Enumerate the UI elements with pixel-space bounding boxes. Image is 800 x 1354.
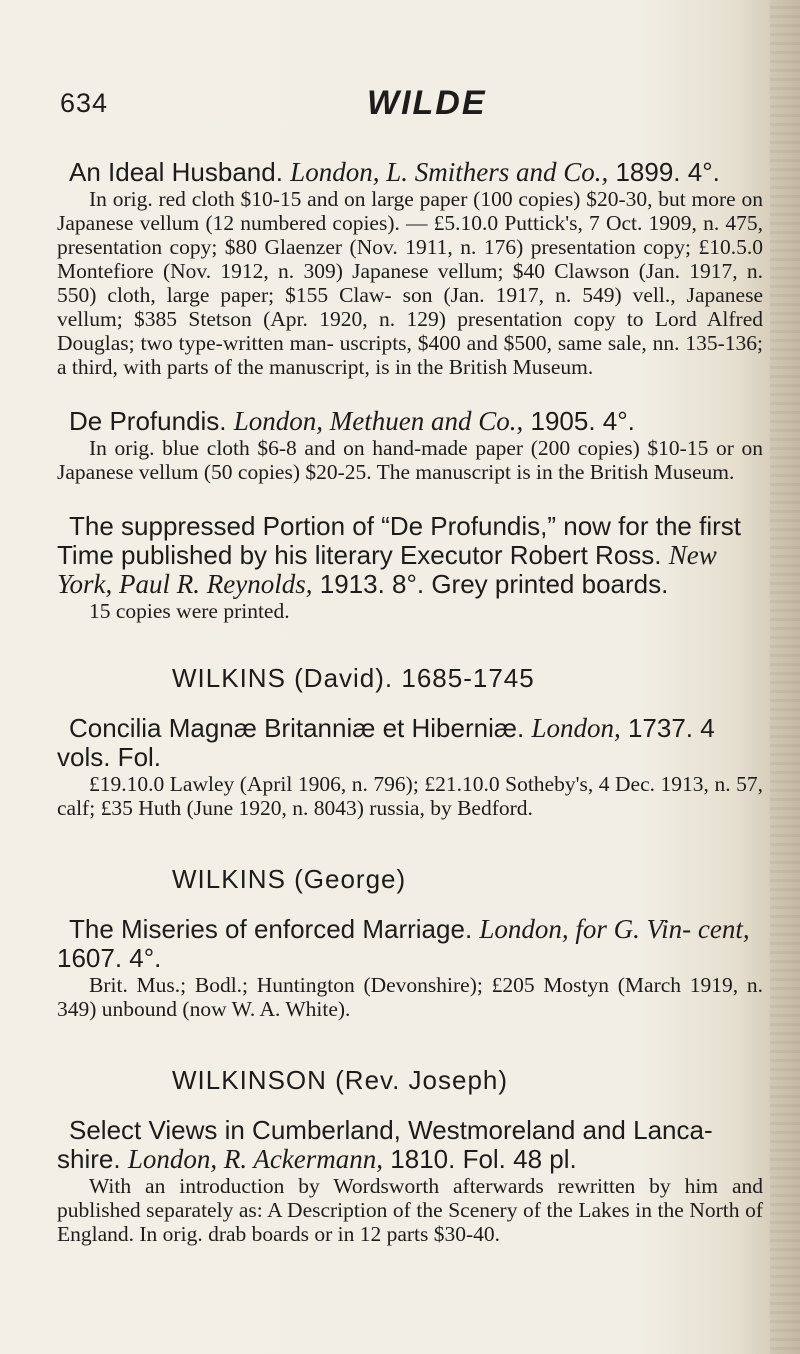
entry-notes: In orig. blue cloth $6-8 and on hand-made paper (200 copies) $10-15 or on Japanese vellum (50 copies) $20-25. The manuscript is in the British Museum. — [57, 436, 763, 484]
entry-de-profundis — [57, 407, 763, 484]
entry-date-format: 1607. 4°. — [57, 943, 162, 973]
running-head: WILDE — [367, 84, 487, 122]
entry-suppressed-portion — [57, 512, 763, 623]
entry-notes: Brit. Mus.; Bodl.; Huntington (Devonshire); £205 Mostyn (March 1919, n. 349) unbound (now W. A. White). — [57, 973, 763, 1021]
section-heading-wilkins-david: WILKINS (David). 1685-1745 — [172, 663, 535, 693]
entry-concilia — [57, 714, 763, 820]
page-header — [60, 84, 740, 128]
entry-title: The suppressed Portion of “De Profundis,” now for the first Time published by his literary Executor Robert Ross. — [57, 511, 741, 570]
section-heading-wilkins-george: WILKINS (George) — [172, 864, 407, 894]
entry-title: Concilia Magnæ Britanniæ et Hiberniæ. — [69, 713, 525, 743]
entry-select-views — [57, 1116, 763, 1246]
entry-notes: With an introduction by Wordsworth afterwards rewritten by him and published separately as: A Description of the Scenery of the Lakes in the North of England. In orig. drab boards or in 12 parts $30-40. — [57, 1174, 763, 1246]
entry-title: De Profundis. — [69, 406, 227, 436]
entry-notes: 15 copies were printed. — [89, 599, 290, 623]
entry-title-line — [57, 158, 763, 187]
page-body — [57, 158, 763, 1274]
entry-title: Select Views in Cumberland, Westmoreland and Lanca- shire. — [57, 1115, 713, 1174]
page-edge — [770, 0, 800, 1354]
entry-title: An Ideal Husband. — [69, 157, 283, 187]
entry-title-line — [57, 407, 763, 436]
entry-date-format: 1913. 8°. Grey printed boards. — [319, 569, 669, 599]
entry-imprint: London, — [531, 713, 621, 743]
entry-notes: £19.10.0 Lawley (April 1906, n. 796); £21.10.0 Sotheby's, 4 Dec. 1913, n. 57, calf; £35 Huth (June 1920, n. 8043) russia, by Bedford. — [57, 772, 763, 820]
entry-imprint: London, for G. Vin- cent, — [479, 914, 750, 944]
section-heading-wilkinson-joseph: WILKINSON (Rev. Joseph) — [172, 1065, 509, 1095]
entry-imprint: London, R. Ackermann, — [127, 1144, 384, 1174]
entry-title-line — [57, 1116, 763, 1174]
entry-imprint: New York, Paul R. Reynolds, — [57, 540, 717, 599]
entry-imprint: London, Methuen and Co., — [233, 406, 524, 436]
entry-ideal-husband — [57, 158, 763, 379]
entry-date-format: 1899. 4°. — [615, 157, 720, 187]
entry-title-line — [57, 915, 763, 973]
entry-imprint: London, L. Smithers and Co., — [290, 157, 609, 187]
entry-title-line — [57, 512, 763, 599]
entry-date-format: 1810. Fol. 48 pl. — [390, 1144, 577, 1174]
entry-date-format: 1737. 4 vols. Fol. — [57, 713, 715, 772]
entry-date-format: 1905. 4°. — [530, 406, 635, 436]
entry-title: The Miseries of enforced Marriage. — [69, 914, 473, 944]
entry-miseries — [57, 915, 763, 1021]
entry-title-line — [57, 714, 763, 772]
entry-notes: In orig. red cloth $10-15 and on large paper (100 copies) $20-30, but more on Japanese vellum (12 numbered copies). — £5.10.0 Puttick's, 7 Oct. 1909, n. 475, presentation copy; $80 Glaenzer (Nov. 1911, n. 176) presentation copy; £10.5.0 Montefiore (Nov. 1912, n. 309) Japanese vellum; $40 Clawson (Jan. 1917, n. 550) cloth, large paper; $155 Claw- son (Jan. 1917, n. 549) vell., Japanese vellum; $385 Stetson (Apr. 1920, n. 129) presentation copy to Lord Alfred Douglas; two type-written man- uscripts, $400 and $500, same sale, nn. 135-136; a third, with parts of the manuscript, is in the British Museum. — [57, 187, 763, 379]
page-number: 634 — [60, 88, 109, 118]
